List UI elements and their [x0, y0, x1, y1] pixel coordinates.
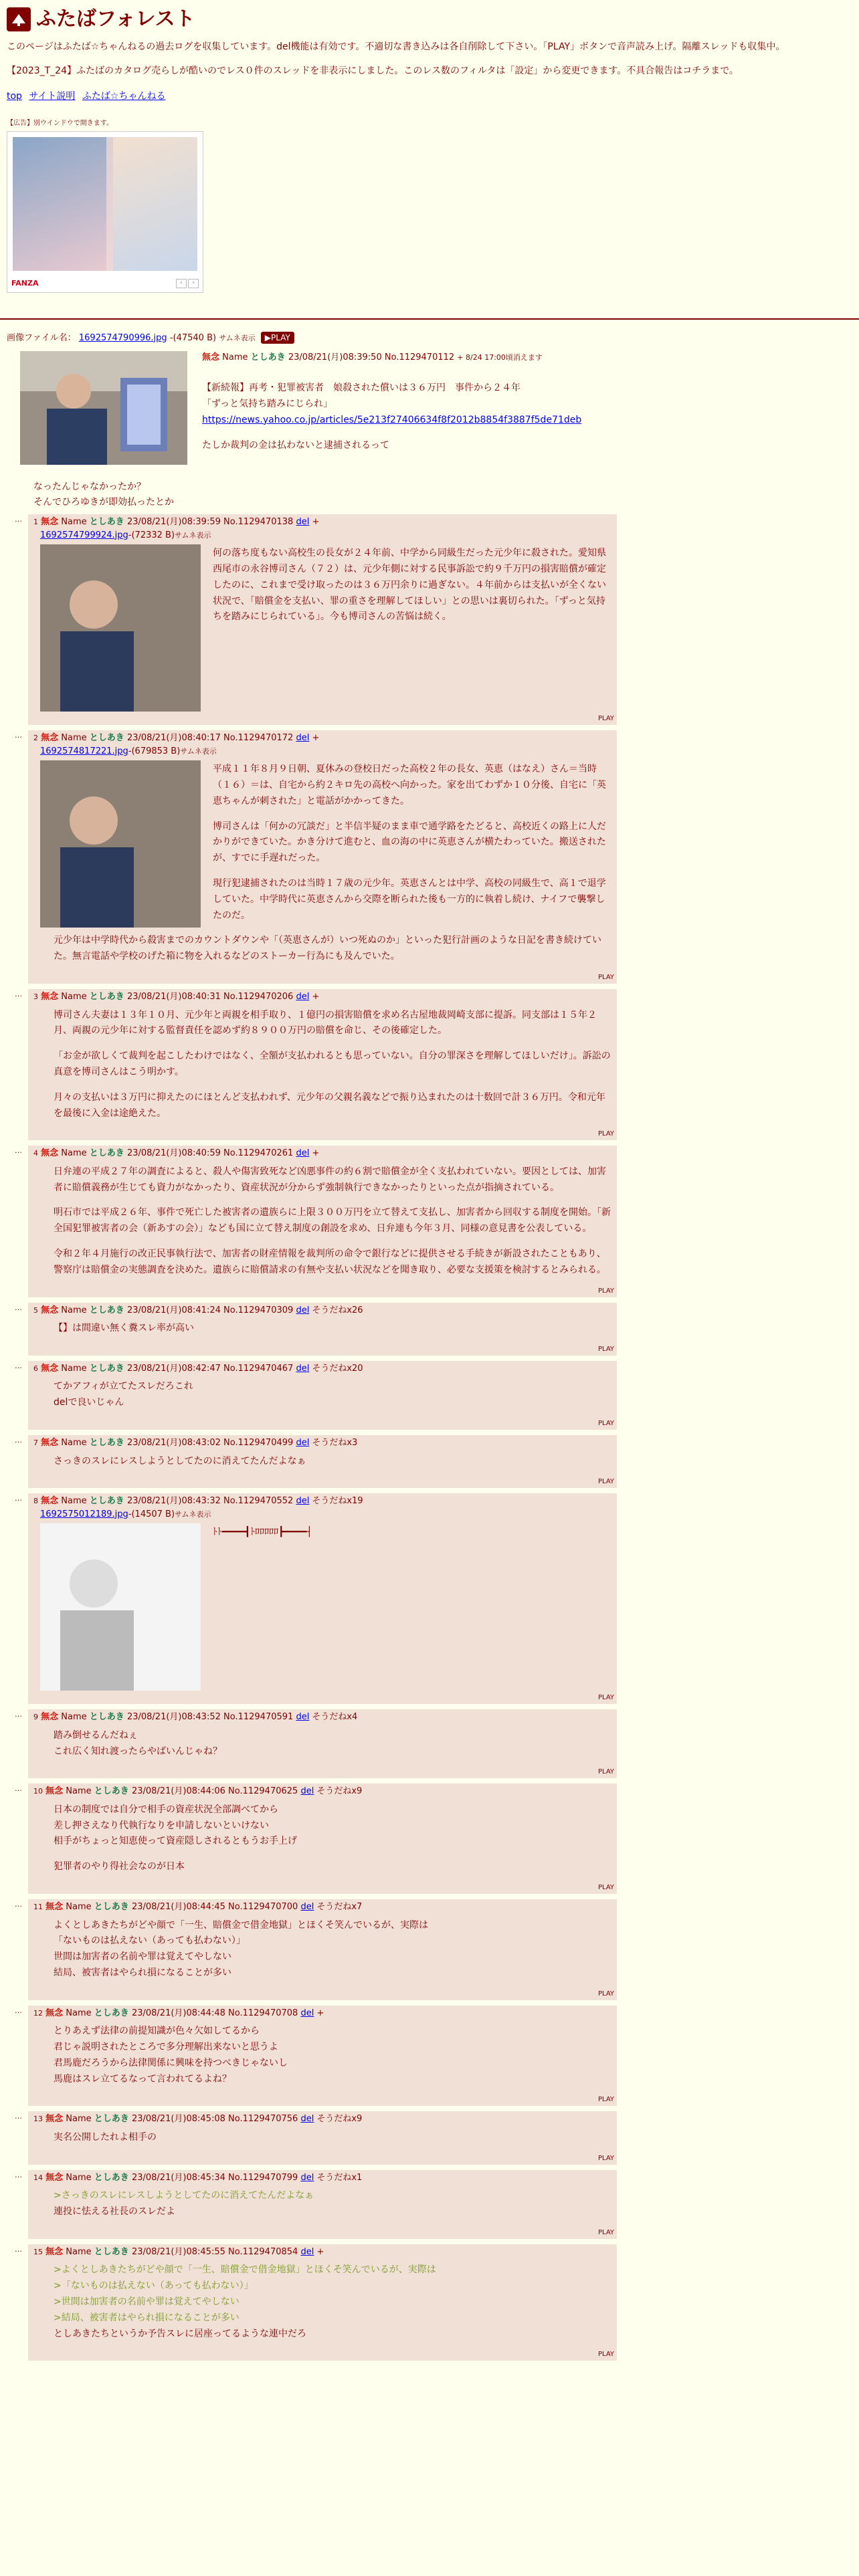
reply-text: 【】は間違い無く糞スレ率が高い	[54, 1323, 194, 1334]
reply-subject: 無念	[41, 1305, 59, 1315]
sodane-plus-button[interactable]: +	[312, 992, 320, 1002]
sodane-plus-button[interactable]: +	[312, 517, 320, 528]
op-name: としあき	[250, 352, 286, 363]
reply-name-label: Name	[61, 1305, 87, 1315]
op-subject: 無念	[202, 352, 220, 363]
op-tail-line: なったんじゃなかったか？	[33, 481, 146, 493]
op-thumbnail[interactable]	[20, 351, 187, 465]
reply-number: 12	[33, 2008, 43, 2018]
reply-name: としあき	[94, 2246, 129, 2257]
reply-dots: …	[15, 2244, 22, 2254]
reply-thumbnail[interactable]	[40, 1523, 201, 1691]
ad-prev-icon[interactable]: ‹	[176, 279, 187, 288]
reply-name-label: Name	[61, 733, 87, 744]
reply-header	[33, 2171, 613, 2185]
reply-datetime: 23/08/21(月)08:44:45 No.1129470700	[131, 1902, 298, 1913]
reply-play-button[interactable]: PLAY	[597, 715, 614, 723]
del-link[interactable]: del	[300, 2008, 314, 2018]
reply-dots: …	[15, 731, 22, 740]
reply-dots: …	[15, 2006, 22, 2015]
reply-name-label: Name	[61, 517, 87, 528]
ad-image[interactable]	[13, 137, 197, 271]
op-body	[202, 381, 617, 453]
reply-play-button[interactable]: PLAY	[597, 2351, 614, 2359]
sodane-count[interactable]: そうだねx3	[312, 1438, 358, 1448]
ad-next-icon[interactable]: ›	[188, 279, 199, 288]
reply-name-label: Name	[61, 1148, 87, 1159]
intro	[7, 39, 852, 79]
reply-name: としあき	[89, 1712, 124, 1723]
sodane-plus-button[interactable]: +	[316, 2246, 324, 2257]
reply-thumbnail[interactable]	[40, 544, 201, 712]
reply-thumb-note[interactable]: サムネ表示	[175, 1509, 211, 1519]
reply-quote: >さっきのスレにレスしようとしてたのに消えてたんだよなぁ	[54, 2190, 314, 2202]
del-link[interactable]: del	[300, 1786, 314, 1797]
sodane-count[interactable]: そうだねx9	[316, 2114, 363, 2125]
reply-subject: 無念	[41, 517, 59, 528]
reply-dots: …	[15, 1900, 22, 1909]
reply-header	[33, 1785, 613, 1798]
reply-text: としあきたちというか予告スレに居座ってるような連中だろ	[54, 2328, 306, 2339]
reply-datetime: 23/08/21(月)08:45:55 No.1129470854	[131, 2246, 298, 2257]
reply-text: 元少年は中学時代から殺害までのカウントダウンや「（英恵さんが）いつ死ぬのか」といった犯行計画のような日記を書き続けていた。無言電話や学校のげた箱に物を入れるなどのストーカー行為にも及んでいた。	[54, 935, 601, 962]
del-link[interactable]: del	[296, 1496, 310, 1507]
reply-text: 明石市では平成２６年、事件で死亡した被害者の遺族らに上限３００万円を立て替えて支払し、加害者から回収する制度を開始。「新全国犯罪被害者の会（新あすの会）」なども国に立て替え制度の創設を求め、日弁連も今年３月、同様の意見書を公表している。	[54, 1207, 611, 1235]
sodane-count[interactable]: そうだねx20	[312, 1363, 363, 1374]
reply-datetime: 23/08/21(月)08:43:52 No.1129470591	[126, 1712, 294, 1723]
reply-text: 何の落ち度もない高校生の長女が２４年前、中学から同級生だった元少年に殺された。愛知県西尾市の永谷博司さん（７２）は、元少年側に対する民事訴訟で約９千万円の損害賠償が確定したのに、これまで受け取ったのは３６万円余りに過ぎない。４年前からは支払いが全くない状況で、「賠償金を支払い、罪の重さを理解してほしい」との思いは裏切られた。「ずっと気持ちを踏みにじられている」。今も博司さんの苦悩は続く。	[213, 548, 606, 623]
reply-datetime: 23/08/21(月)08:43:32 No.1129470552	[126, 1496, 294, 1507]
reply-play-button[interactable]: PLAY	[597, 2096, 614, 2104]
reply-subject: 無念	[41, 1363, 59, 1374]
reply-body	[54, 2188, 613, 2220]
site-title: ふたばフォレスト	[36, 7, 195, 31]
reply-header	[33, 1901, 613, 1914]
reply-text: てかアフィが立てたスレだろこれ delで良いじゃん	[54, 1381, 193, 1408]
reply-number: 6	[33, 1364, 38, 1373]
op-file-link[interactable]: 1692574790996.jpg	[78, 332, 167, 343]
reply-datetime: 23/08/21(月)08:40:59 No.1129470261	[126, 1148, 294, 1159]
reply-name-label: Name	[66, 2246, 92, 2257]
del-link[interactable]: del	[296, 517, 310, 528]
reply-post	[15, 2170, 617, 2239]
reply-datetime: 23/08/21(月)08:41:24 No.1129470309	[126, 1305, 294, 1315]
reply-post	[15, 2006, 617, 2107]
reply-datetime: 23/08/21(月)08:42:47 No.1129470467	[126, 1363, 294, 1374]
reply-subject: 無念	[41, 992, 59, 1002]
reply-body	[54, 1379, 613, 1411]
reply-number: 1	[33, 518, 38, 527]
reply-name: としあき	[89, 1305, 124, 1315]
sodane-count[interactable]: そうだねx7	[316, 1902, 363, 1913]
reply-text: とりあえず法律の前提知識が色々欠如してるから 君じゃ説明されたところで多分理解出来ないと思うよ 君馬鹿だろうから法律関係に興味を持つべきじゃないし 馬鹿はスレ立てるなって言われてるよね？	[54, 2026, 288, 2084]
reply-text: 日弁連の平成２７年の調査によると、殺人や傷害致死など凶悪事件の約６割で賠償金が全く支払われていない。要因としては、加害者に賠償義務が生じても資力がなかったり、資産状況が分からず強制執行できなかったりといった点が指摘されている。	[54, 1166, 606, 1193]
op-file-label: 画像ファイル名：	[7, 332, 76, 343]
reply-quote: >よくとしあきたちがどや顔で「一生、賠償金で借金地獄」とほくそ笑んでいるが、実際は	[54, 2264, 436, 2276]
del-link[interactable]: del	[300, 2114, 314, 2125]
reply-post	[15, 1784, 617, 1894]
reply-body	[54, 2024, 613, 2087]
reply-text: 犯罪者のやり得社会なのが日本	[54, 1861, 185, 1872]
reply-header	[33, 1304, 613, 1317]
reply-subject: 無念	[41, 1496, 59, 1507]
reply-post	[15, 730, 617, 984]
reply-play-button[interactable]: PLAY	[597, 2154, 614, 2162]
reply-body	[54, 1728, 613, 1760]
reply-dots: …	[15, 1710, 22, 1719]
reply-subject: 無念	[41, 1438, 59, 1448]
reply-post	[15, 1146, 617, 1297]
sodane-count[interactable]: そうだねx1	[316, 2172, 363, 2183]
reply-name: としあき	[94, 1786, 129, 1797]
reply-header	[33, 1147, 613, 1160]
reply-name: としあき	[89, 1363, 124, 1374]
thread-separator	[0, 318, 859, 320]
reply-dots: …	[15, 1361, 22, 1370]
reply-body	[54, 2130, 613, 2146]
reply-post	[15, 2111, 617, 2164]
del-link[interactable]: del	[296, 733, 310, 744]
reply-dots: …	[15, 1494, 22, 1503]
reply-play-button[interactable]: PLAY	[597, 1884, 614, 1892]
nav-links	[7, 90, 852, 104]
reply-quote: >結局、被害者はやられ損になることが多い	[54, 2312, 240, 2323]
reply-file-link[interactable]: 1692575012189.jpg	[40, 1509, 128, 1519]
reply-post	[15, 1709, 617, 1778]
reply-text: 「お金が欲しくて裁判を起こしたわけではなく、全額が支払われるとも思っていない。自分の罪深さを理解してほしいだけ」。訴訟の真意を博司さんはこう明かす。	[54, 1051, 611, 1077]
reply-text: 月々の支払いは３万円に抑えたのにほとんど支払われず、元少年の父親名義などで振り込まれたのは十数回で計３６万円。令和元年を最後に入金は途絶えた。	[54, 1091, 605, 1119]
reply-dots: …	[15, 515, 22, 524]
reply-number: 10	[33, 1787, 43, 1796]
reply-post	[15, 2244, 617, 2361]
reply-dots: …	[15, 2112, 22, 2121]
reply-text: 実名公開したれよ相手の	[54, 2131, 157, 2143]
reply-name-label: Name	[61, 1438, 87, 1448]
ad-arrows	[176, 279, 199, 288]
reply-file-size: -(679853 B)	[128, 746, 181, 756]
reply-subject: 無念	[45, 1786, 64, 1797]
nav-futaba-link[interactable]: ふたば☆ちゃんねる	[82, 90, 166, 102]
ad-banner[interactable]	[7, 131, 203, 293]
op-file-line	[7, 332, 852, 345]
reply-subject: 無念	[41, 1712, 59, 1723]
reply-datetime: 23/08/21(月)08:44:06 No.1129470625	[131, 1786, 298, 1797]
reply-body	[54, 1164, 613, 1279]
reply-datetime: 23/08/21(月)08:43:02 No.1129470499	[126, 1438, 294, 1448]
op-file-info: -(47540 B)	[169, 332, 217, 343]
reply-play-button[interactable]: PLAY	[597, 1287, 614, 1295]
reply-number: 11	[33, 1903, 43, 1912]
sodane-count[interactable]: そうだねx26	[312, 1305, 363, 1315]
reply-subject: 無念	[45, 1902, 64, 1913]
del-link[interactable]: del	[300, 2172, 314, 2183]
reply-play-button[interactable]: PLAY	[597, 1478, 614, 1486]
reply-name: としあき	[94, 2172, 129, 2183]
reply-datetime: 23/08/21(月)08:45:34 No.1129470799	[131, 2172, 298, 2183]
reply-name-label: Name	[61, 1363, 87, 1374]
reply-name: としあき	[94, 1902, 129, 1913]
reply-play-button[interactable]: PLAY	[597, 1130, 614, 1138]
reply-name: としあき	[89, 1438, 124, 1448]
reply-number: 13	[33, 2115, 43, 2124]
reply-number: 2	[33, 734, 38, 743]
reply-body	[54, 1454, 613, 1470]
sodane-plus-button[interactable]: +	[312, 1148, 320, 1159]
del-link[interactable]: del	[296, 1438, 310, 1448]
del-link[interactable]: del	[296, 1305, 310, 1315]
sodane-count[interactable]: そうだねx9	[316, 1786, 363, 1797]
reply-number: 4	[33, 1149, 38, 1158]
reply-dots: …	[15, 2170, 22, 2179]
sodane-plus-button[interactable]: +	[316, 2008, 324, 2018]
reply-name: としあき	[89, 733, 124, 744]
reply-name: としあき	[94, 2008, 129, 2018]
reply-number: 5	[33, 1305, 38, 1315]
reply-file-size: -(14507 B)	[128, 1509, 175, 1519]
reply-name: としあき	[89, 992, 124, 1002]
intro-text-2: 【2023_T_24】ふたばのカタログ売らしが酷いのでレス０件のスレッドを非表示にしました。このレス数のフィルタは「設定」から変更できます。不具合報告はコチラまで。	[7, 66, 739, 77]
reply-header	[33, 1436, 613, 1450]
reply-text: 踏み倒せるんだねぇ これ広く知れ渡ったらやばいんじゃね？	[54, 1729, 222, 1757]
reply-post	[15, 1899, 617, 2000]
reply-number: 15	[33, 2247, 43, 2256]
reply-play-button[interactable]: PLAY	[597, 1345, 614, 1353]
op-post	[7, 347, 852, 514]
sodane-count[interactable]: そうだねx19	[312, 1496, 363, 1507]
op-news-link[interactable]: https://news.yahoo.co.jp/articles/5e213f27406634f8f2012b8854f3887f5de71deb	[202, 414, 582, 425]
op-header	[202, 351, 617, 364]
reply-text: 博司さんは「何かの冗談だ」と半信半疑のまま車で通学路をたどると、高校近くの路上に人だかりができていた。かき分けて進むと、血の海の中に英恵さんが横たわっていた。搬送されたが、すでに手遅れだった。	[213, 821, 606, 864]
reply-list	[7, 514, 852, 2361]
reply-post	[15, 514, 617, 725]
reply-post	[15, 1493, 617, 1704]
reply-number: 14	[33, 2173, 43, 2182]
reply-text: ﾄﾄ━━━━┫ﾄﾛﾛﾛﾛﾛ┣━━━━┤	[213, 1527, 312, 1538]
reply-play-button[interactable]: PLAY	[597, 2228, 614, 2236]
reply-name: としあき	[89, 1496, 124, 1507]
nav-about-link[interactable]: サイト説明	[29, 90, 76, 102]
reply-header	[33, 2113, 613, 2126]
reply-body	[54, 1321, 613, 1337]
reply-datetime: 23/08/21(月)08:45:08 No.1129470756	[131, 2114, 298, 2125]
reply-file-link[interactable]: 1692574817221.jpg	[40, 746, 128, 756]
op-expire: + 8/24 17:00頃消えます	[457, 353, 543, 362]
reply-name-label: Name	[61, 1496, 87, 1507]
reply-name-label: Name	[61, 1712, 87, 1723]
reply-text: 現行犯逮捕されたのは当時１７歳の元少年。英恵さんとは中学、高校の同級生で、高１で退学していた。中学時代に英恵さんから交際を断られた後も一方的に執着し続け、ナイフで襲撃したのだ。	[213, 878, 606, 921]
reply-number: 8	[33, 1497, 38, 1506]
reply-dots: …	[15, 1146, 22, 1156]
intro-text-1: このページはふたば☆ちゃんねるの過去ログを収集しています。del機能は有効です。不適切な書き込みは各自削除して下さい。「PLAY」ボタンで音声読み上げ。隔離スレッドも収集中。	[7, 41, 785, 52]
reply-play-button[interactable]: PLAY	[597, 1420, 614, 1427]
op-name-label: Name	[222, 352, 248, 363]
site-logo-icon	[7, 7, 31, 31]
del-link[interactable]: del	[300, 2246, 314, 2257]
reply-header	[33, 732, 613, 745]
reply-subject: 無念	[41, 733, 59, 744]
reply-name-label: Name	[61, 992, 87, 1002]
reply-quote: >「ないものは払えない（あっても払わない）」	[54, 2280, 254, 2292]
reply-name-label: Name	[66, 2172, 92, 2183]
reply-dots: …	[15, 1303, 22, 1312]
ad-note: 【広告】別ウインドウで開きます。	[7, 119, 113, 127]
reply-header	[33, 990, 613, 1004]
reply-post	[15, 1303, 617, 1356]
reply-text: よくとしあきたちがどや顔で「一生、賠償金で借金地獄」とほくそ笑んでいるが、実際は 「ないものは払えない（あっても払わない）」 世間は加害者の名前や罪は覚えてやしない 結局、被害者はやられ損になることが多い	[54, 1919, 428, 1978]
op-datetime: 23/08/21(月)08:39:50 No.1129470112	[288, 352, 455, 363]
reply-text: 日本の制度では自分で相手の資産状況全部調べてから 差し押さえなり代執行なりを申請しないといけない 相手がちょっと知恵使って資産隠しされるともうお手上げ	[54, 1804, 297, 1847]
del-link[interactable]: del	[296, 992, 310, 1002]
reply-datetime: 23/08/21(月)08:44:48 No.1129470708	[131, 2008, 298, 2018]
reply-play-button[interactable]: PLAY	[597, 1694, 614, 1702]
reply-file-link[interactable]: 1692574799924.jpg	[40, 530, 128, 540]
reply-body	[54, 1802, 613, 1875]
reply-play-button[interactable]: PLAY	[597, 974, 614, 982]
reply-subject: 無念	[45, 2008, 64, 2018]
site-header	[7, 4, 852, 34]
reply-header	[33, 2007, 613, 2020]
reply-file-line	[40, 529, 613, 542]
del-link[interactable]: del	[300, 1902, 314, 1913]
reply-name-label: Name	[66, 2114, 92, 2125]
reply-number: 3	[33, 992, 38, 1002]
op-play-button[interactable]: ▶PLAY	[261, 332, 294, 344]
reply-name: としあき	[94, 2114, 129, 2125]
reply-header	[33, 516, 613, 529]
reply-thumbnail[interactable]	[40, 760, 201, 928]
op-body-line: 【新続報】再考・犯罪被害者 娘殺された償いは３６万円 事件から２４年	[202, 383, 520, 394]
del-link[interactable]: del	[296, 1148, 310, 1159]
reply-text: 連投に怯える社長のスレだよ	[54, 2206, 175, 2218]
reply-dots: …	[15, 1784, 22, 1794]
reply-body	[54, 1008, 613, 1122]
reply-name-label: Name	[66, 1786, 92, 1797]
reply-file-line	[40, 745, 613, 758]
reply-subject: 無念	[45, 2246, 64, 2257]
reply-number: 9	[33, 1713, 38, 1722]
reply-thumb-note[interactable]: サムネ表示	[180, 746, 217, 756]
reply-text: 平成１１年８月９日朝、夏休みの登校日だった高校２年の長女、英恵（はなえ）さん＝当時（１６）＝は、自宅から約２キロ先の高校へ向かった。家を出てわずか１０分後、自宅に「英恵ちゃんが刺された」と電話がかかってきた。	[213, 764, 606, 807]
reply-play-button[interactable]: PLAY	[597, 1768, 614, 1776]
op-body-line: たしか裁判の金は払わないと逮捕されるって	[202, 439, 389, 451]
reply-subject: 無念	[45, 2114, 64, 2125]
reply-name: としあき	[89, 517, 124, 528]
reply-subject: 無念	[45, 2172, 64, 2183]
reply-thumb-note[interactable]: サムネ表示	[175, 530, 211, 540]
nav-top-link[interactable]: top	[7, 90, 22, 102]
reply-header	[33, 2246, 613, 2259]
reply-datetime: 23/08/21(月)08:39:59 No.1129470138	[126, 517, 294, 528]
reply-number: 7	[33, 1438, 38, 1447]
reply-text: 博司さん夫妻は１３年１０月、元少年と両親を相手取り、１億円の損害賠償を求め名古屋地裁岡崎支部に提訴。同支部は１５年２月、両親の元少年に対する監督責任を認めず約８９００万円の賠償を命じ、その後確定した。	[54, 1009, 597, 1037]
op-thumb-note[interactable]: サムネ表示	[219, 333, 256, 342]
reply-text: さっきのスレにレスしようとしてたのに消えてたんだよなぁ	[54, 1455, 306, 1467]
op-tail-line: そんでひろゆきが即効払ったとか	[33, 496, 174, 508]
reply-datetime: 23/08/21(月)08:40:31 No.1129470206	[126, 992, 294, 1002]
reply-name: としあき	[89, 1148, 124, 1159]
del-link[interactable]: del	[296, 1363, 310, 1374]
reply-subject: 無念	[41, 1148, 59, 1159]
reply-name-label: Name	[66, 1902, 92, 1913]
reply-datetime: 23/08/21(月)08:40:17 No.1129470172	[126, 733, 294, 744]
reply-quote: >世間は加害者の名前や罪は覚えてやしない	[54, 2296, 240, 2307]
reply-dots: …	[15, 1436, 22, 1444]
reply-file-size: -(72332 B)	[128, 530, 175, 540]
del-link[interactable]: del	[296, 1712, 310, 1723]
reply-post	[15, 1361, 617, 1430]
reply-text: 令和２年４月施行の改正民事執行法で、加害者の財産情報を裁判所の命令で銀行などに提供させる手続きが新設されたこともあり、警察庁は賠償金の実態調査を決めた。遺族らに賠償請求の有無や支払い状況などを聞き取り、必要な支援策を検討するとみられる。	[54, 1249, 606, 1275]
reply-dots: …	[15, 990, 22, 999]
reply-file-line	[40, 1508, 613, 1521]
reply-header	[33, 1711, 613, 1724]
reply-post	[15, 1435, 617, 1488]
reply-header	[33, 1362, 613, 1376]
ad-brand: FANZA	[11, 279, 39, 288]
sodane-count[interactable]: そうだねx4	[312, 1712, 358, 1723]
op-body-line: 「ずっと気持ち踏みにじられ」	[202, 399, 333, 410]
reply-post	[15, 989, 617, 1140]
reply-header	[33, 1495, 613, 1508]
reply-name-label: Name	[66, 2008, 92, 2018]
reply-play-button[interactable]: PLAY	[597, 1990, 614, 1998]
reply-body	[54, 1918, 613, 1981]
op-tail	[33, 479, 174, 510]
sodane-plus-button[interactable]: +	[312, 733, 320, 744]
reply-body	[54, 2262, 613, 2342]
